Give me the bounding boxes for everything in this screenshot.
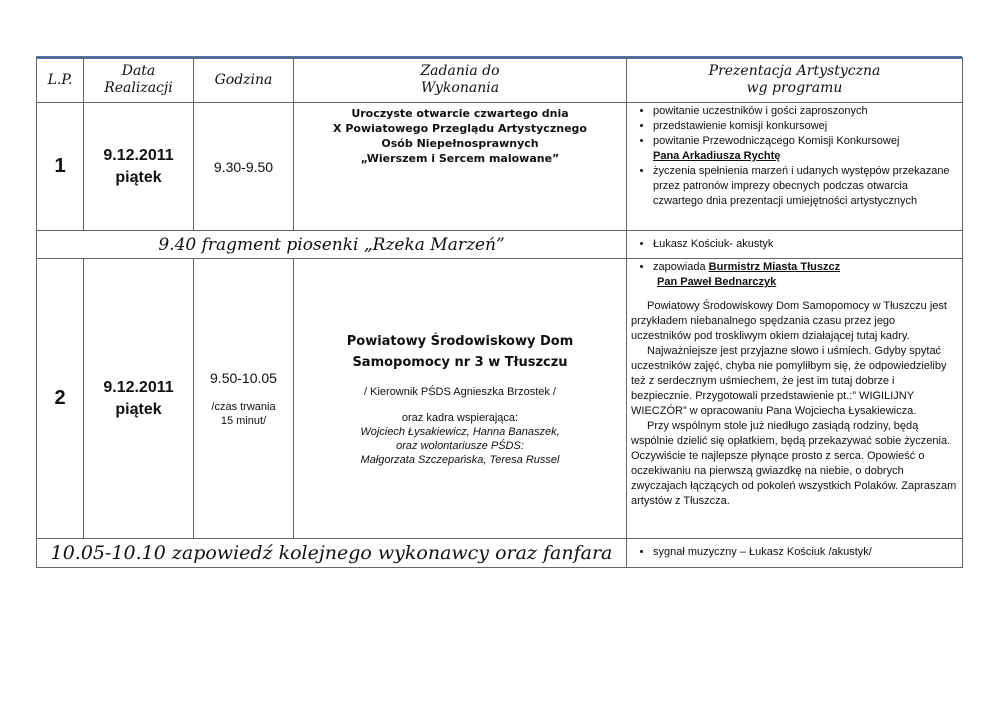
paragraph: Najważniejsze jest przyjazne słowo i uśmiech. Gdyby spytać uczestników zajęć, chyba nie pomyliłbym się, że odpowiedzieliby też z serdecznym uśmiechem, że jest im tutaj dobrze i bezpiecznie. Przygotowali przedstawienie pt.:” WIGILIJNY WIECZÓR” w opracowaniu Pana Wojciecha Łysakiewicza. — [631, 345, 947, 417]
mayor-name: Pan Paweł Bednarczyk — [657, 276, 777, 288]
row-time: 9.30-9.50 — [194, 103, 294, 231]
header-row — [37, 58, 963, 103]
interlude-presentation — [627, 231, 963, 259]
header-presentation: Prezentacja Artystyczna wg programu — [627, 58, 963, 103]
header-date: Data Realizacji — [84, 58, 194, 103]
interlude-row — [37, 231, 963, 259]
table-row — [37, 259, 963, 539]
row-date: 9.12.2011 piątek — [84, 259, 194, 539]
header-time: Godzina — [194, 58, 294, 103]
header-task: Zadania do Wykonania — [294, 58, 627, 103]
row-task: Powiatowy Środowiskowy Dom Samopomocy nr 3 w Tłuszczu / Kierownik PŚDS Agnieszka Brzostek / oraz kadra wspierająca: Wojciech Łysakiewicz, Hanna Banaszek, oraz wolontariusze PŚDS: Małgorzata Szczepańska, Teresa Russel — [294, 259, 627, 539]
list-item: • powitanie Przewodniczącego Komisji Konkursowej Pana Arkadiusza Rychtę — [653, 134, 958, 164]
director-line: / Kierownik PŚDS Agnieszka Brzostek / — [364, 385, 556, 398]
list-item: • Łukasz Kościuk- akustyk — [653, 237, 958, 252]
paragraph: Powiatowy Środowiskowy Dom Samopomocy w Tłuszczu jest przykładem niebanalnego spędzania czasu przez jego uczestników pod troskliwym okiem działającej tutaj kadry. — [631, 300, 947, 342]
list-item: • sygnał muzyczny – Łukasz Kościuk /akustyk/ — [653, 545, 958, 560]
list-item: • życzenia spełnienia marzeń i udanych występów przekazane przez patronów imprezy obecnych podczas otwarcia czwartego dnia prezentacji umiejętności artystycznych — [653, 164, 958, 209]
row-number: 1 — [37, 103, 84, 231]
row-presentation — [627, 103, 963, 231]
interlude-row — [37, 539, 963, 568]
table-row — [37, 103, 963, 231]
chair-name: Pana Arkadiusza Rychtę — [653, 150, 781, 162]
staff-names: Wojciech Łysakiewicz, Hanna Banaszek, oraz wolontariusze PŚDS: Małgorzata Szczepańska, Teresa Russel — [360, 425, 560, 466]
list-item: • przedstawienie komisji konkursowej — [653, 119, 958, 134]
row-presentation — [627, 259, 963, 539]
mayor-title: Burmistrz Miasta Tłuszcz — [708, 261, 841, 273]
interlude-text: 9.40 fragment piosenki „Rzeka Marzeń” — [37, 231, 627, 259]
list-item: • zapowiada Burmistrz Miasta Tłuszcz Pan Paweł Bednarczyk — [653, 260, 958, 290]
interlude-presentation — [627, 539, 963, 568]
duration-note: /czas trwania 15 minut/ — [211, 400, 276, 427]
row-number: 2 — [37, 259, 84, 539]
program-table-wrapper — [36, 57, 962, 568]
list-item: • powitanie uczestników i gości zaproszonych — [653, 104, 958, 119]
header-lp: L.P. — [37, 58, 84, 103]
interlude-text: 10.05-10.10 zapowiedź kolejnego wykonawcy oraz fanfara — [37, 539, 627, 568]
paragraph: Przy wspólnym stole już niedługo zasiądą rodziny, będą wspólnie dzielić się opłatkiem, będą przekazywać sobie życzenia. Oczywiście te najlepsze płynące prosto z serca. Opowieść o oczekiwaniu na pierwszą gwiazdkę na niebie, o dobrych zwyczajach łączących od pokoleń wszystkich Polaków. Zapraszam artystów z Tłuszcza. — [631, 420, 957, 507]
row-date: 9.12.2011 piątek — [84, 103, 194, 231]
staff-intro: oraz kadra wspierająca: — [401, 411, 519, 424]
row-task: Uroczyste otwarcie czwartego dnia X Powiatowego Przeglądu Artystycznego Osób Niepełnosprawnych „Wierszem i Sercem malowane” — [294, 103, 627, 231]
row-time: 9.50-10.05 /czas trwania 15 minut/ — [194, 259, 294, 539]
program-table — [36, 57, 963, 568]
